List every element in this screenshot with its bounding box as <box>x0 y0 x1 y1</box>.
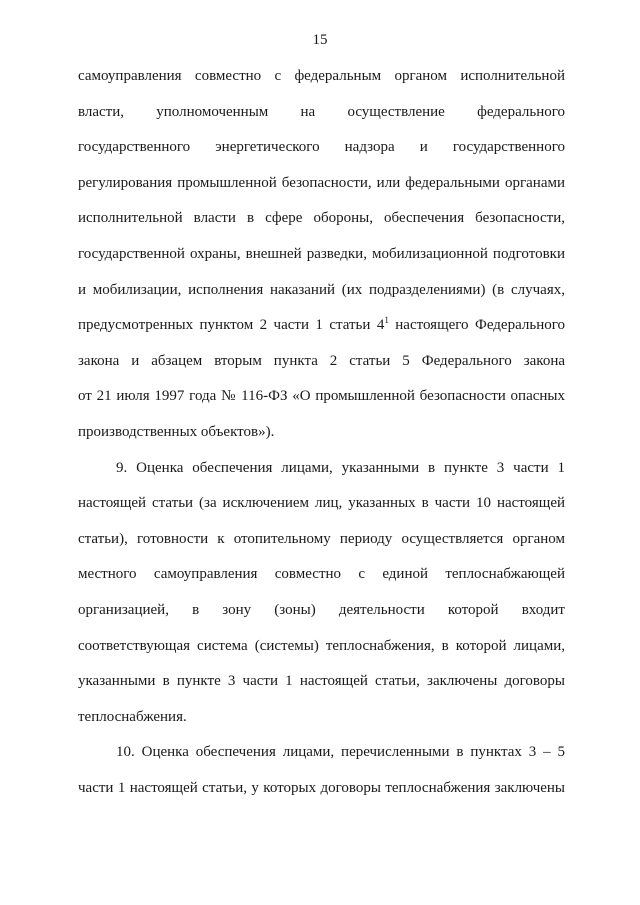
text-line: от 21 июля 1997 года № 116-ФЗ «О промышленной безопасности опасных <box>78 388 565 405</box>
page-number: 15 <box>312 32 328 48</box>
text-line: закона и абзацем вторым пункта 2 статьи 5 Федерального закона <box>78 352 565 369</box>
paragraph-item-9 <box>78 454 565 739</box>
text-line: указанными в пункте 3 части 1 настоящей статьи, заключены договоры <box>78 673 565 690</box>
text-line: организацией, в зону (зоны) деятельности которой входит <box>78 601 565 618</box>
text-line: статьи), готовности к отопительному периоду осуществляется органом <box>78 530 565 547</box>
superscript: 1 <box>384 315 389 326</box>
paragraph-item-10 <box>78 738 565 809</box>
document-body <box>78 62 565 809</box>
text-line: теплоснабжения. <box>78 708 187 725</box>
paragraph-continuation <box>78 62 565 454</box>
text-line: государственного энергетического надзора и государственного <box>78 139 565 156</box>
text-line: производственных объектов»). <box>78 423 275 440</box>
text-line: соответствующая система (системы) теплоснабжения, в которой лицами, <box>78 637 565 654</box>
text-line: настоящей статьи (за исключением лиц, указанных в части 10 настоящей <box>78 495 565 512</box>
text-line <box>78 311 565 347</box>
text-line: части 1 настоящей статьи, у которых договоры теплоснабжения заключены <box>78 779 565 796</box>
text-line: исполнительной власти в сфере обороны, обеспечения безопасности, <box>78 210 565 227</box>
text-segment: настоящего Федерального <box>388 317 565 334</box>
text-line: и мобилизации, исполнения наказаний (их подразделениями) (в случаях, <box>78 281 565 298</box>
text-line: 9. Оценка обеспечения лицами, указанными в пункте 3 части 1 <box>116 459 565 476</box>
text-line: местного самоуправления совместно с единой теплоснабжающей <box>78 566 565 583</box>
text-line: власти, уполномоченным на осуществление федерального <box>78 103 565 120</box>
text-segment: предусмотренных пунктом 2 части 1 статьи 4 <box>78 317 385 334</box>
text-line: самоуправления совместно с федеральным органом исполнительной <box>78 68 565 84</box>
text-line: 10. Оценка обеспечения лицами, перечисленными в пунктах 3 – 5 <box>116 744 565 761</box>
text-line: государственной охраны, внешней разведки, мобилизационной подготовки <box>78 245 565 262</box>
text-line: регулирования промышленной безопасности, или федеральными органами <box>78 174 565 191</box>
